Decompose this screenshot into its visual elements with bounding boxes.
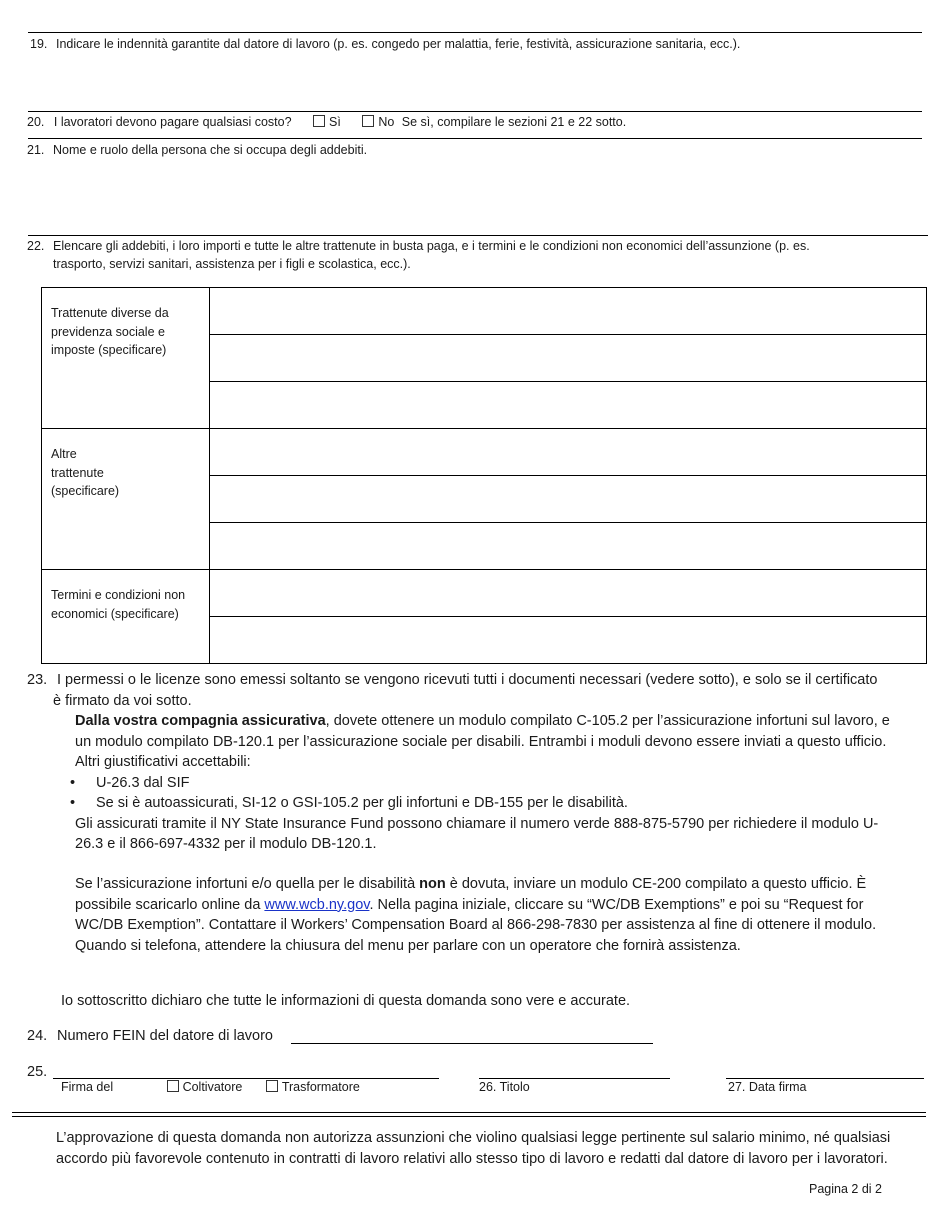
q23-exempt-pre: Se l’assicurazione infortuni e/o quella per le disabilità	[75, 876, 420, 892]
q23-insurer-bold: Dalla vostra compagnia assicurativa	[75, 713, 326, 729]
q21-text: Nome e ruolo della persona che si occupa degli addebiti.	[53, 143, 368, 157]
terms-field-2[interactable]	[210, 617, 927, 664]
row-label-other-deductions: Altre trattenute (specificare)	[42, 429, 210, 570]
terms-field-1[interactable]	[210, 570, 927, 617]
date-line[interactable]	[726, 1078, 924, 1079]
q25-row	[61, 1080, 360, 1094]
q24-label: Numero FEIN del datore di lavoro	[57, 1028, 273, 1044]
title-line[interactable]	[479, 1078, 670, 1079]
q20-number: 20.	[27, 115, 45, 129]
q20-row	[27, 115, 626, 129]
footer-rule-bottom	[12, 1116, 926, 1117]
q22-number: 22.	[27, 239, 45, 253]
deductions-field-1[interactable]	[210, 288, 927, 335]
q23-number: 23.	[27, 672, 48, 688]
footer-disclaimer: L’approvazione di questa domanda non autorizza assunzioni che violino qualsiasi legge pertinente sul salario minimo, né qualsiasi accordo più favorevole contenuto in contratti di lavoro relativi allo stesso tipo di lavoro e redatti dal datore di lavoro per i lavoratori.	[56, 1130, 891, 1167]
page-number: Pagina 2 di 2	[809, 1182, 882, 1196]
q27-label: 27. Data firma	[728, 1080, 807, 1094]
q22-text-line2: trasporto, servizi sanitari, assistenza per i figli e scolastica, ecc.).	[53, 257, 411, 271]
q24-number: 24.	[27, 1028, 48, 1044]
q23-bullet-2: • Se si è autoassicurati, SI-12 o GSI-105.2 per gli infortuni e DB-155 per le disabilità.	[48, 793, 905, 814]
q23-fund-text: Gli assicurati tramite il NY State Insurance Fund possono chiamare il numero verde 888-875-5790 per richiedere il modulo U-26.3 e il 866-697-4332 per il modulo DB-120.1.	[75, 815, 879, 852]
q19-number: 19.	[30, 37, 48, 51]
q21-top-rule	[28, 138, 922, 139]
q23-exempt-mid: è dovuta, inviare un modulo CE-200 compilato a questo ufficio. È possibile scaricarlo online da	[75, 876, 867, 913]
signature-line[interactable]	[53, 1078, 439, 1079]
charges-table	[41, 287, 927, 664]
deductions-field-3[interactable]	[210, 382, 927, 429]
q25-label: Firma del	[61, 1080, 114, 1094]
q20-yes-label: Sì	[329, 115, 341, 129]
wcb-website-link[interactable]: www.wcb.ny.gov	[264, 896, 370, 913]
q20-note: Se sì, compilare le sezioni 21 e 22 sotto.	[401, 115, 627, 129]
q20-top-rule	[28, 111, 922, 112]
fein-input-line[interactable]	[291, 1043, 653, 1044]
processor-label: Trasformatore	[281, 1080, 360, 1094]
q23-exempt-post: . Nella pagina iniziale, cliccare su “WC/DB Exemptions” e poi su “Request for WC/DB Exemption”. Contattare il Workers’ Compensation Board al 866-298-7830 per assistenza al fine di ottenere il modulo. Quando si telefona, attendere la chiusura del menu per parlare con un operatore che fornirà assistenza.	[75, 896, 877, 954]
q23-exempt-paragraph	[75, 874, 905, 956]
q22-text-line1: Elencare gli addebiti, i loro importi e tutte le altre trattenute in busta paga, e i termini e le condizioni non economici dell’assunzione (p. es.	[53, 239, 810, 253]
deductions-field-2[interactable]	[210, 335, 927, 382]
processor-checkbox[interactable]	[266, 1080, 278, 1092]
q20-no-checkbox[interactable]	[362, 115, 374, 127]
grower-label: Coltivatore	[182, 1080, 243, 1094]
declaration-text: Io sottoscritto dichiaro che tutte le informazioni di questa domanda sono vere e accurate.	[61, 993, 631, 1009]
q22-top-rule	[28, 235, 928, 236]
q26-label: 26. Titolo	[479, 1080, 530, 1094]
other-deductions-field-2[interactable]	[210, 476, 927, 523]
q20-no-label: No	[378, 115, 395, 129]
q19-top-rule	[28, 32, 922, 33]
footer-rule-top	[12, 1112, 926, 1113]
q21-number: 21.	[27, 143, 45, 157]
other-deductions-field-1[interactable]	[210, 429, 927, 476]
q25-number: 25.	[27, 1064, 48, 1080]
other-deductions-field-3[interactable]	[210, 523, 927, 570]
q23-exempt-bold: non	[419, 876, 446, 892]
q20-text: I lavoratori devono pagare qualsiasi costo?	[53, 115, 292, 129]
q20-yes-checkbox[interactable]	[313, 115, 325, 127]
q23-bullet-list	[48, 773, 905, 814]
q23-insurer-text: , dovete ottenere un modulo compilato C-105.2 per l’assicurazione infortuni sul lavoro, e un modulo compilato DB-120.1 per l’assicurazione sociale per disabili. Entrambi i moduli devono essere inviati a questo ufficio. Altri giustificativi accettabili:	[75, 713, 890, 770]
q23-bullet-1: • U-26.3 dal SIF	[48, 773, 905, 794]
row-label-deductions: Trattenute diverse da previdenza sociale e imposte (specificare)	[42, 288, 210, 429]
grower-checkbox[interactable]	[167, 1080, 179, 1092]
q19-text: Indicare le indennità garantite dal datore di lavoro (p. es. congedo per malattia, ferie, festività, assicurazione sanitaria, ecc.).	[56, 37, 741, 51]
q23-intro: I permessi o le licenze sono emessi soltanto se vengono ricevuti tutti i documenti necessari (vedere sotto), e solo se il certificato è firmato da voi sotto.	[53, 672, 878, 709]
row-label-terms: Termini e condizioni non economici (specificare)	[42, 570, 210, 664]
q23-insurer-paragraph	[75, 711, 905, 855]
